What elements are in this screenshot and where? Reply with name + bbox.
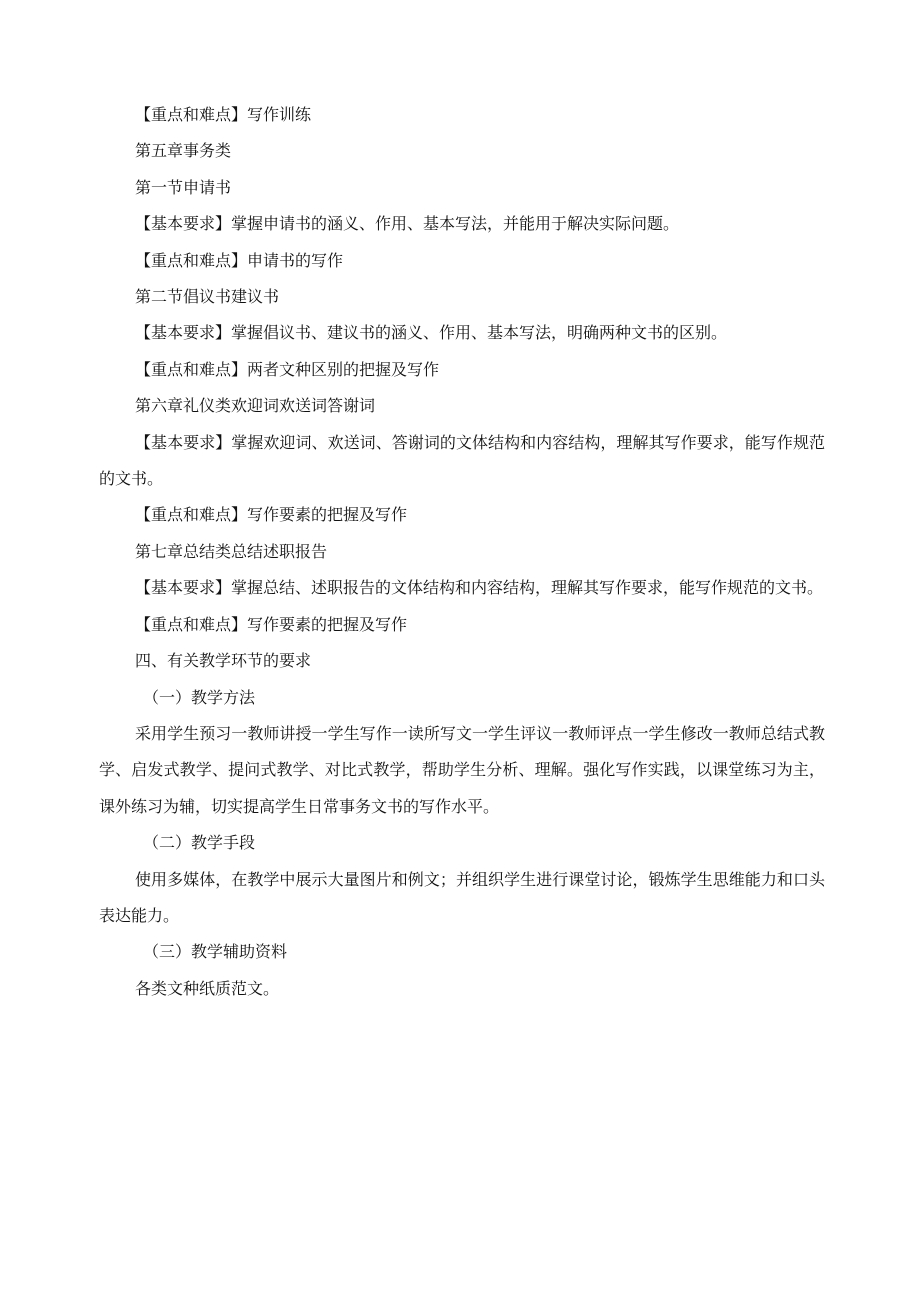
section-1-heading: 第一节申请书 xyxy=(135,177,232,197)
key-points-etiquette: 【重点和难点】写作要素的把握及写作 xyxy=(135,505,408,525)
basic-requirement-summary: 【基本要求】掌握总结、述职报告的文体结构和内容结构，理解其写作要求，能写作规范的文书。 xyxy=(135,578,824,598)
section-4-heading: 四、有关教学环节的要求 xyxy=(135,651,312,671)
chapter-6-heading: 第六章礼仪类欢迎词欢送词答谢词 xyxy=(135,396,376,416)
teaching-materials-text: 各类文种纸质范文。 xyxy=(135,978,280,998)
teaching-methods-heading: （一）教学方法 xyxy=(143,687,256,707)
basic-requirement-proposal: 【基本要求】掌握倡议书、建议书的涵义、作用、基本写法，明确两种文书的区别。 xyxy=(135,323,728,343)
key-points-proposal: 【重点和难点】两者文种区别的把握及写作 xyxy=(135,359,440,379)
section-2-heading: 第二节倡议书建议书 xyxy=(135,287,280,307)
basic-requirement-etiquette: 【基本要求】掌握欢迎词、欢送词、答谢词的文体结构和内容结构，理解其写作要求，能写作规范的文书。 xyxy=(99,432,825,489)
chapter-5-heading: 第五章事务类 xyxy=(135,141,232,161)
teaching-methods-text: 采用学生预习一教师讲授一学生写作一读所写文一学生评议一教师评点一学生修改一教师总结式教学、启发式教学、提问式教学、对比式教学，帮助学生分析、理解。强化写作实践，以课堂练习为主，课外练习为辅，切实提高学生日常事务文书的写作水平。 xyxy=(99,723,825,816)
basic-requirement-application: 【基本要求】掌握申请书的涵义、作用、基本写法，并能用于解决实际问题。 xyxy=(135,214,680,234)
teaching-materials-heading: （三）教学辅助资料 xyxy=(143,942,288,962)
teaching-means-heading: （二）教学手段 xyxy=(143,833,256,853)
chapter-7-heading: 第七章总结类总结述职报告 xyxy=(135,541,328,561)
key-points-application: 【重点和难点】申请书的写作 xyxy=(135,250,344,270)
key-points-writing-training: 【重点和难点】写作训练 xyxy=(135,105,312,124)
teaching-means-text: 使用多媒体，在教学中展示大量图片和例文；并组织学生进行课堂讨论，锻炼学生思维能力和口头表达能力。 xyxy=(99,869,825,925)
key-points-summary: 【重点和难点】写作要素的把握及写作 xyxy=(135,614,408,634)
document-body xyxy=(99,97,825,1007)
